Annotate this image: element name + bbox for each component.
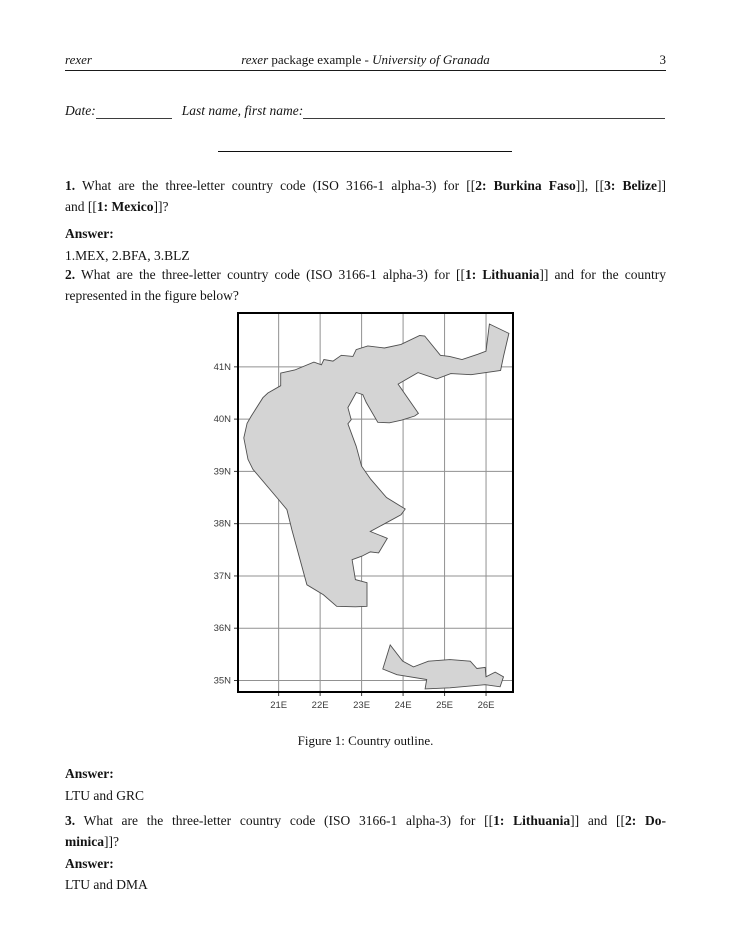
x-axis-tick-label: 24E [394,700,412,711]
text-segment: ]]? [104,834,119,849]
map-plot [204,310,524,714]
text-segment: ]] [656,178,666,193]
text-segment: rexer [241,52,269,67]
text-segment: ]] and for the country [539,267,666,282]
question-2-line-2 [65,285,666,306]
header-center-title [65,52,666,68]
answer-1-label: Answer: [65,226,114,241]
y-axis-tick-label: 35N [213,675,231,687]
page-number: 3 [659,52,666,67]
y-axis-tick-label: 36N [213,623,231,635]
y-axis-tick-label: 41N [213,361,231,373]
section-divider [218,151,512,152]
text-segment: University of Granada [372,52,490,67]
x-axis-tick-label: 26E [477,700,495,711]
question-1-line-1 [65,175,666,196]
text-segment: 3. [65,813,76,828]
date-blank-field [96,114,172,119]
text-segment: What are the three-letter country code (ISO 3166-1 alpha-3) for [[ [75,178,476,193]
name-blank-field [303,114,665,119]
question-1 [65,175,666,217]
text-segment: package example - [268,52,373,67]
text-segment: ]], [[ [575,178,605,193]
text-segment: 1. [65,178,76,193]
question-3-line-1 [65,810,666,831]
y-axis-tick-label: 38N [213,518,231,530]
text-segment: 2: Burkina Faso [475,178,576,193]
text-segment: What are the three-letter country code (ISO 3166-1 alpha-3) for [[ [75,813,494,828]
text-segment: and [[ [65,199,97,214]
x-axis-tick-label: 23E [353,700,371,711]
text-segment: 1: Mexico [96,199,154,214]
question-1-line-2 [65,196,666,217]
text-segment: 3: Belize [604,178,657,193]
text-segment: minica [65,834,104,849]
text-segment: 1: Lithuania [493,813,571,828]
country-island-shape [383,645,504,689]
answer-2-label: Answer: [65,766,114,781]
y-axis-tick-label: 40N [213,414,231,426]
name-label: Last name, first name: [181,103,304,118]
y-axis-tick-label: 37N [213,570,231,582]
date-label: Date: [65,103,96,118]
question-2-line-1 [65,264,666,285]
answer-1-text: 1.MEX, 2.BFA, 3.BLZ [65,248,190,263]
answer-3-label: Answer: [65,856,114,871]
x-axis-tick-label: 21E [270,700,288,711]
text-segment: represented in the figure below? [65,288,239,303]
header-left-title: rexer [65,52,92,67]
identity-line [65,103,665,119]
text-segment: 1: Lithuania [464,267,540,282]
figure-caption: Figure 1: Country outline. [297,733,434,748]
text-segment: ]]? [153,199,169,214]
answer-2-text: LTU and GRC [65,788,145,803]
text-segment: What are the three-letter country code (ISO 3166-1 alpha-3) for [[ [75,267,465,282]
y-axis-tick-label: 39N [213,466,231,478]
text-segment: 2. [65,267,76,282]
question-3-line-2 [65,831,666,852]
question-2 [65,264,666,306]
answer-3-text: LTU and DMA [65,877,148,892]
question-3 [65,810,666,852]
page-header [65,53,666,71]
text-segment: 2: Do- [625,813,666,828]
figure-country-map [204,310,524,714]
x-axis-tick-label: 22E [311,700,329,711]
text-segment: ]] and [[ [570,813,626,828]
x-axis-tick-label: 25E [436,700,454,711]
